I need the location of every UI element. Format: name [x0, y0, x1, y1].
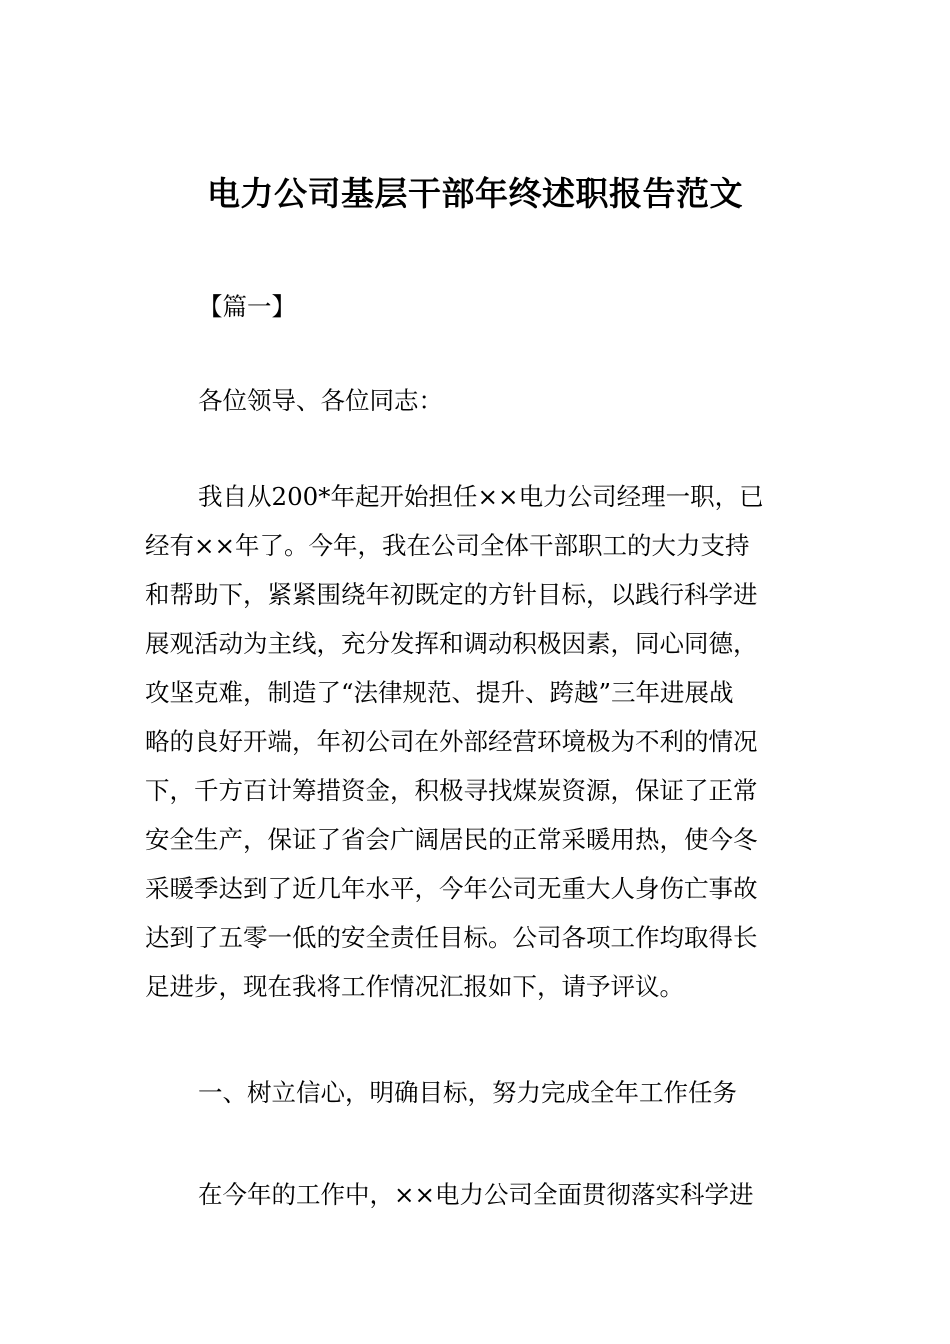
- paragraph-line: 采暖季达到了近几年水平，今年公司无重大人身伤亡事故: [145, 874, 758, 903]
- section-label: 【篇一】: [198, 292, 296, 321]
- paragraph-2: 在今年的工作中，××电力公司全面贯彻落实科学进: [198, 1180, 754, 1209]
- document-title: 电力公司基层干部年终述职报告范文: [207, 174, 743, 213]
- paragraph-line: 达到了五零一低的安全责任目标。公司各项工作均取得长: [145, 923, 758, 952]
- paragraph-line: 我自从200*年起开始担任××电力公司经理一职，已: [198, 482, 764, 511]
- paragraph-line: 下，千方百计筹措资金，积极寻找煤炭资源，保证了正常: [145, 776, 758, 805]
- paragraph-line: 安全生产，保证了省会广阔居民的正常采暖用热，使今冬: [145, 825, 758, 854]
- paragraph-line: 略的良好开端，年初公司在外部经营环境极为不利的情况: [145, 727, 758, 756]
- paragraph-line: 足进步，现在我将工作情况汇报如下，请予评议。: [145, 972, 684, 1001]
- paragraph-line: 和帮助下，紧紧围绕年初既定的方针目标，以践行科学进: [145, 580, 758, 609]
- salutation: 各位领导、各位同志：: [198, 386, 443, 415]
- paragraph-line: 攻坚克难，制造了“法律规范、提升、跨越”三年进展战: [145, 678, 734, 707]
- section-heading: 一、树立信心，明确目标，努力完成全年工作任务: [198, 1078, 737, 1107]
- paragraph-line: 经有××年了。今年，我在公司全体干部职工的大力支持: [145, 531, 750, 560]
- paragraph-line: 展观活动为主线，充分发挥和调动积极因素，同心同德，: [145, 629, 758, 658]
- paragraph-1: [145, 472, 764, 1011]
